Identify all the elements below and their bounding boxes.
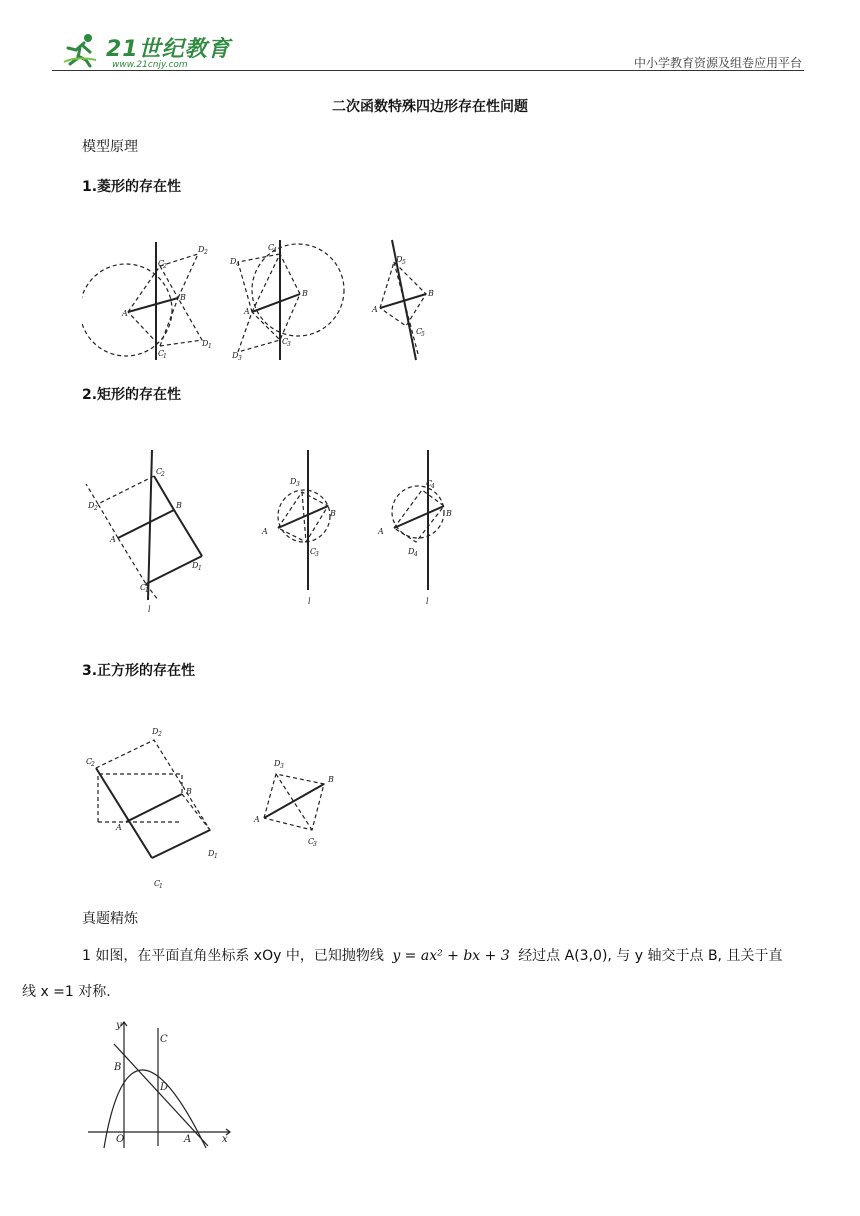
heading-rectangle: 2.矩形的存在性 [82, 387, 182, 403]
heading-square: 3.正方形的存在性 [82, 663, 196, 679]
label-d: D [230, 257, 237, 266]
rhombus-figure [82, 236, 462, 386]
logo-url: www.21cnjy.com [112, 60, 188, 70]
label-d: D [160, 1082, 169, 1093]
label-sub: 5 [421, 331, 425, 338]
site-label: 中小学教育资源及组卷应用平台 [633, 56, 802, 70]
label-c: C [426, 479, 433, 488]
label-b: B [114, 1062, 122, 1073]
label-a: A [244, 307, 250, 316]
page-title: 二次函数特殊四边形存在性问题 [332, 99, 528, 115]
label-sub: 2 [161, 471, 165, 478]
label-b: B [176, 501, 182, 510]
label-c: C [154, 879, 161, 888]
label-sub: 3 [238, 355, 242, 362]
label-sub: 4 [236, 261, 240, 268]
rectangle-figure [82, 444, 462, 614]
label-sub: 1 [198, 565, 202, 572]
label-a: A [122, 309, 128, 318]
label-c: C [310, 547, 317, 556]
q1-line2: 线 x =1 对称. [22, 984, 111, 1000]
heading-rhombus: 1.菱形的存在性 [82, 179, 182, 195]
label-d: D [396, 255, 403, 264]
label-c: C [416, 327, 423, 336]
label-d: D [202, 339, 209, 348]
label-c: C [140, 583, 147, 592]
label-b: B [180, 293, 186, 302]
label-c: C [158, 259, 165, 268]
parabola-graph [84, 1018, 234, 1150]
label-sub: 4 [414, 551, 418, 558]
label-sub: 4 [431, 483, 435, 490]
label-o: O [116, 1134, 125, 1145]
label-sub: 4 [273, 247, 277, 254]
label-c: C [308, 837, 315, 846]
label-sub: 3 [296, 481, 300, 488]
label-d: D [192, 561, 199, 570]
label-sub: 2 [91, 761, 95, 768]
label-x: x [222, 1134, 228, 1145]
label-d: D [208, 849, 215, 858]
label-b: B [302, 289, 308, 298]
label-d: D [274, 759, 281, 768]
label-d: D [290, 477, 297, 486]
runner-logo-icon [62, 32, 98, 68]
label-d: D [232, 351, 239, 360]
q1-part2: 经过点 A(3,0), 与 y 轴交于点 B, 且关于直 [518, 948, 783, 964]
q1-formula: y = ax² + bx + 3 [392, 948, 510, 964]
label-sub: 2 [158, 731, 162, 738]
label-sub: 5 [402, 259, 406, 266]
label-sub: 1 [208, 343, 212, 350]
section-practice: 真题精炼 [82, 911, 138, 927]
label-sub: 1 [163, 353, 167, 360]
label-sub: 1 [159, 883, 163, 890]
label-d: D [408, 547, 415, 556]
label-a: A [262, 527, 268, 536]
label-a: A [372, 305, 378, 314]
label-c: C [158, 349, 165, 358]
section-model: 模型原理 [82, 139, 138, 155]
label-b: B [186, 787, 192, 796]
label-a: A [378, 527, 384, 536]
label-sub: 3 [313, 841, 317, 848]
label-a: A [184, 1134, 192, 1145]
logo [62, 30, 232, 70]
square-figure [82, 720, 382, 900]
label-c: C [160, 1034, 168, 1045]
label-d: D [88, 501, 95, 510]
label-b: B [446, 509, 452, 518]
label-b: B [428, 289, 434, 298]
label-d: D [152, 727, 159, 736]
question-1 [22, 938, 804, 1010]
label-a: A [110, 535, 116, 544]
label-a: A [116, 823, 122, 832]
label-sub: 3 [280, 763, 284, 770]
label-d: D [198, 245, 205, 254]
header-divider [52, 70, 804, 71]
label-y: y [116, 1020, 122, 1031]
label-sub: 1 [145, 587, 149, 594]
q1-part1: 1 如图，在平面直角坐标系 xOy 中，已知抛物线 [82, 948, 384, 964]
label-l: l [308, 597, 311, 606]
logo-text: 21世纪教育 [106, 37, 231, 62]
label-sub: 2 [204, 249, 208, 256]
label-a: A [254, 815, 260, 824]
label-c: C [156, 467, 163, 476]
label-sub: 1 [214, 853, 218, 860]
label-sub: 3 [315, 551, 319, 558]
label-c: C [268, 243, 275, 252]
label-c: C [86, 757, 93, 766]
label-l: l [148, 605, 151, 614]
label-b: B [328, 775, 334, 784]
label-c: C [282, 337, 289, 346]
label-b: B [330, 509, 336, 518]
label-l: l [426, 597, 429, 606]
label-sub: 2 [163, 263, 167, 270]
label-sub: 3 [287, 341, 291, 348]
label-sub: 2 [94, 505, 98, 512]
